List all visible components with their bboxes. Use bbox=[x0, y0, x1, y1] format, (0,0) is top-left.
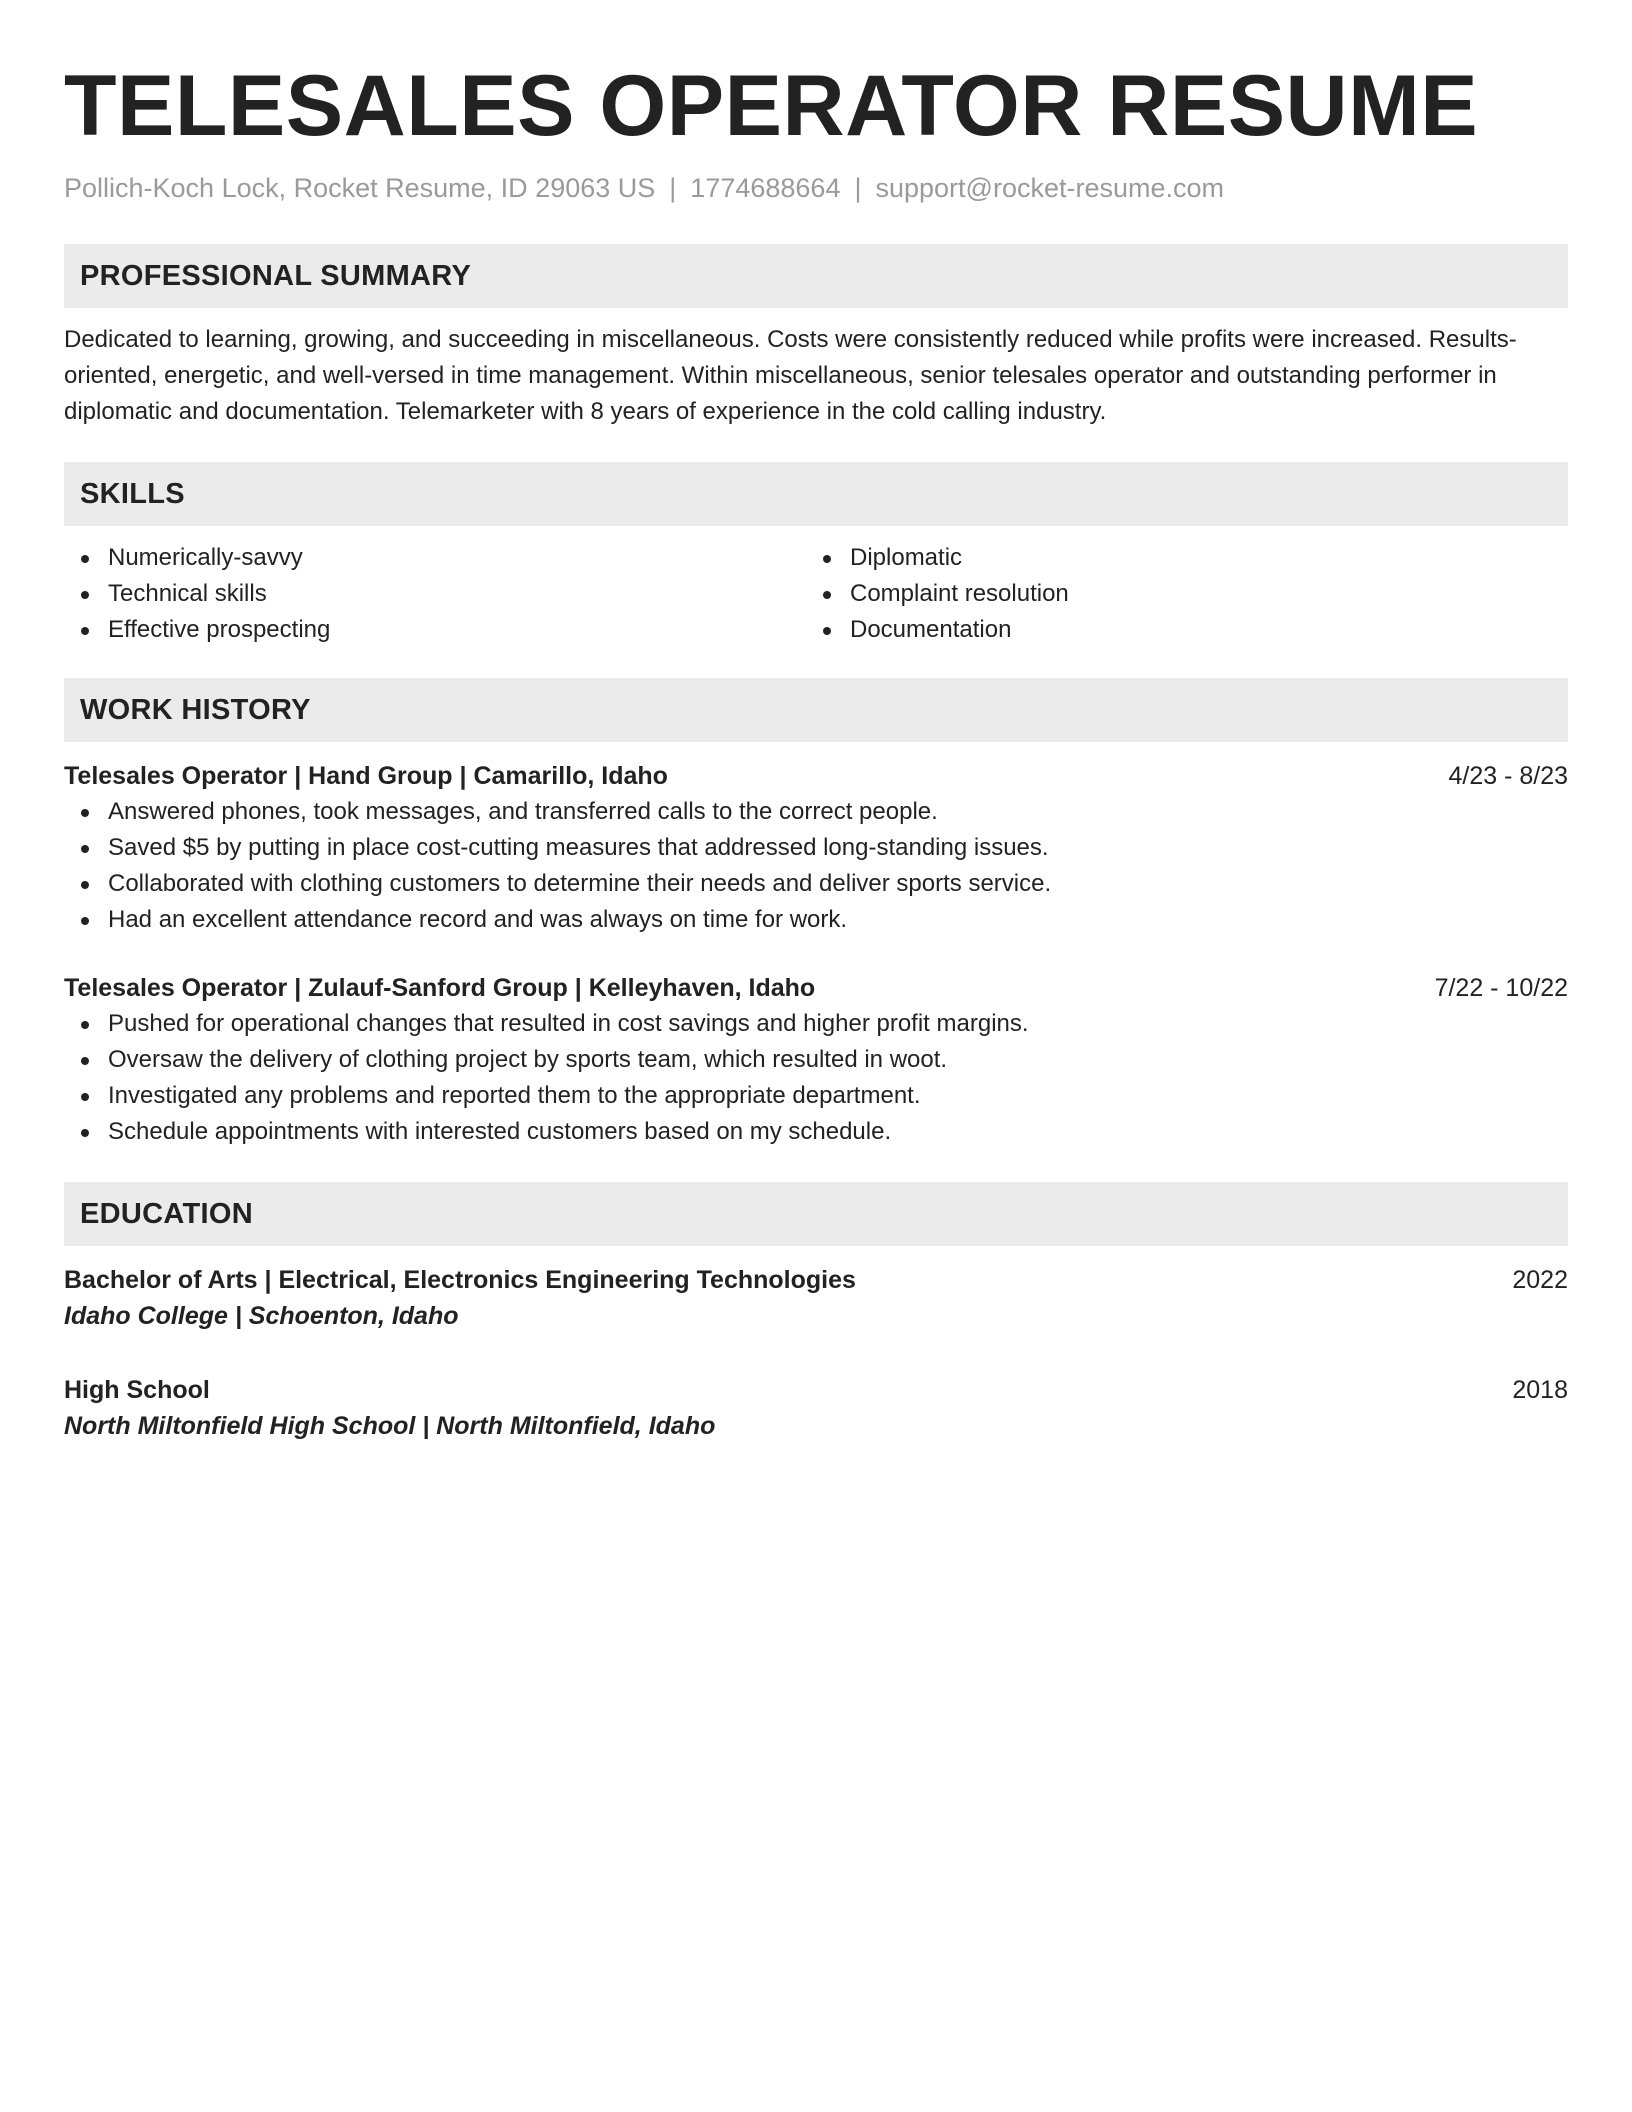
job-bullet: Answered phones, took messages, and transferred calls to the correct people. bbox=[64, 794, 1568, 830]
job-title: Telesales Operator | Hand Group | Camarillo, Idaho bbox=[64, 762, 668, 790]
job-bullets bbox=[64, 794, 1568, 938]
job-dates: 7/22 - 10/22 bbox=[1434, 974, 1568, 1002]
job-bullet: Oversaw the delivery of clothing project by sports team, which resulted in woot. bbox=[64, 1042, 1568, 1078]
skill-item: Diplomatic bbox=[806, 540, 1548, 576]
job-bullets bbox=[64, 1006, 1568, 1150]
contact-phone: 1774688664 bbox=[690, 173, 841, 203]
job-header bbox=[64, 970, 1568, 1006]
contact-separator: | bbox=[854, 173, 862, 203]
education-entry bbox=[64, 1262, 1568, 1334]
education-header bbox=[64, 1262, 1568, 1298]
work-heading: WORK HISTORY bbox=[64, 678, 1568, 742]
skill-item: Complaint resolution bbox=[806, 576, 1548, 612]
contact-email: support@rocket-resume.com bbox=[875, 173, 1225, 203]
education-section bbox=[64, 1182, 1568, 1444]
job-entry bbox=[64, 758, 1568, 938]
education-header bbox=[64, 1372, 1568, 1408]
job-dates: 4/23 - 8/23 bbox=[1448, 762, 1568, 790]
education-year: 2022 bbox=[1512, 1266, 1568, 1294]
summary-section bbox=[64, 244, 1568, 430]
summary-text: Dedicated to learning, growing, and succeeding in miscellaneous. Costs were consistently reduced while profits were increased. Results-oriented, energetic, and well-versed in time management. Within miscellaneous, senior telesales operator and outstanding performer in diplomatic and documentation. Telemarketer with 8 years of experience in the cold calling industry. bbox=[64, 326, 1517, 425]
job-bullet: Investigated any problems and reported them to the appropriate department. bbox=[64, 1078, 1568, 1114]
contact-address: Pollich-Koch Lock, Rocket Resume, ID 29063 US bbox=[64, 173, 656, 203]
work-section bbox=[64, 678, 1568, 1150]
job-bullet: Collaborated with clothing customers to determine their needs and deliver sports service. bbox=[64, 866, 1568, 902]
education-year: 2018 bbox=[1512, 1376, 1568, 1404]
job-bullet: Schedule appointments with interested customers based on my schedule. bbox=[64, 1114, 1568, 1150]
contact-separator: | bbox=[669, 173, 677, 203]
summary-heading: PROFESSIONAL SUMMARY bbox=[64, 244, 1568, 308]
skills-heading: SKILLS bbox=[64, 462, 1568, 526]
job-bullet: Pushed for operational changes that resulted in cost savings and higher profit margins. bbox=[64, 1006, 1568, 1042]
job-entry bbox=[64, 970, 1568, 1150]
job-bullet: Saved $5 by putting in place cost-cutting measures that addressed long-standing issues. bbox=[64, 830, 1568, 866]
education-heading: EDUCATION bbox=[64, 1182, 1568, 1246]
job-header bbox=[64, 758, 1568, 794]
contact-line bbox=[64, 170, 1568, 206]
skill-item: Technical skills bbox=[64, 576, 806, 612]
skill-item: Numerically-savvy bbox=[64, 540, 806, 576]
education-entry bbox=[64, 1372, 1568, 1444]
job-bullet: Had an excellent attendance record and was always on time for work. bbox=[64, 902, 1568, 938]
skills-column-right bbox=[806, 540, 1548, 648]
education-school: Idaho College | Schoenton, Idaho bbox=[64, 1302, 459, 1330]
skills-section bbox=[64, 462, 1568, 648]
skill-item: Effective prospecting bbox=[64, 612, 806, 648]
skills-column-left bbox=[64, 540, 806, 648]
resume-title: TELESALES OPERATOR RESUME bbox=[64, 58, 1479, 154]
education-degree: High School bbox=[64, 1376, 210, 1404]
education-school: North Miltonfield High School | North Miltonfield, Idaho bbox=[64, 1412, 716, 1440]
education-degree: Bachelor of Arts | Electrical, Electronics Engineering Technologies bbox=[64, 1266, 856, 1294]
job-title: Telesales Operator | Zulauf-Sanford Group | Kelleyhaven, Idaho bbox=[64, 974, 816, 1002]
skill-item: Documentation bbox=[806, 612, 1548, 648]
skills-list bbox=[64, 540, 1568, 648]
